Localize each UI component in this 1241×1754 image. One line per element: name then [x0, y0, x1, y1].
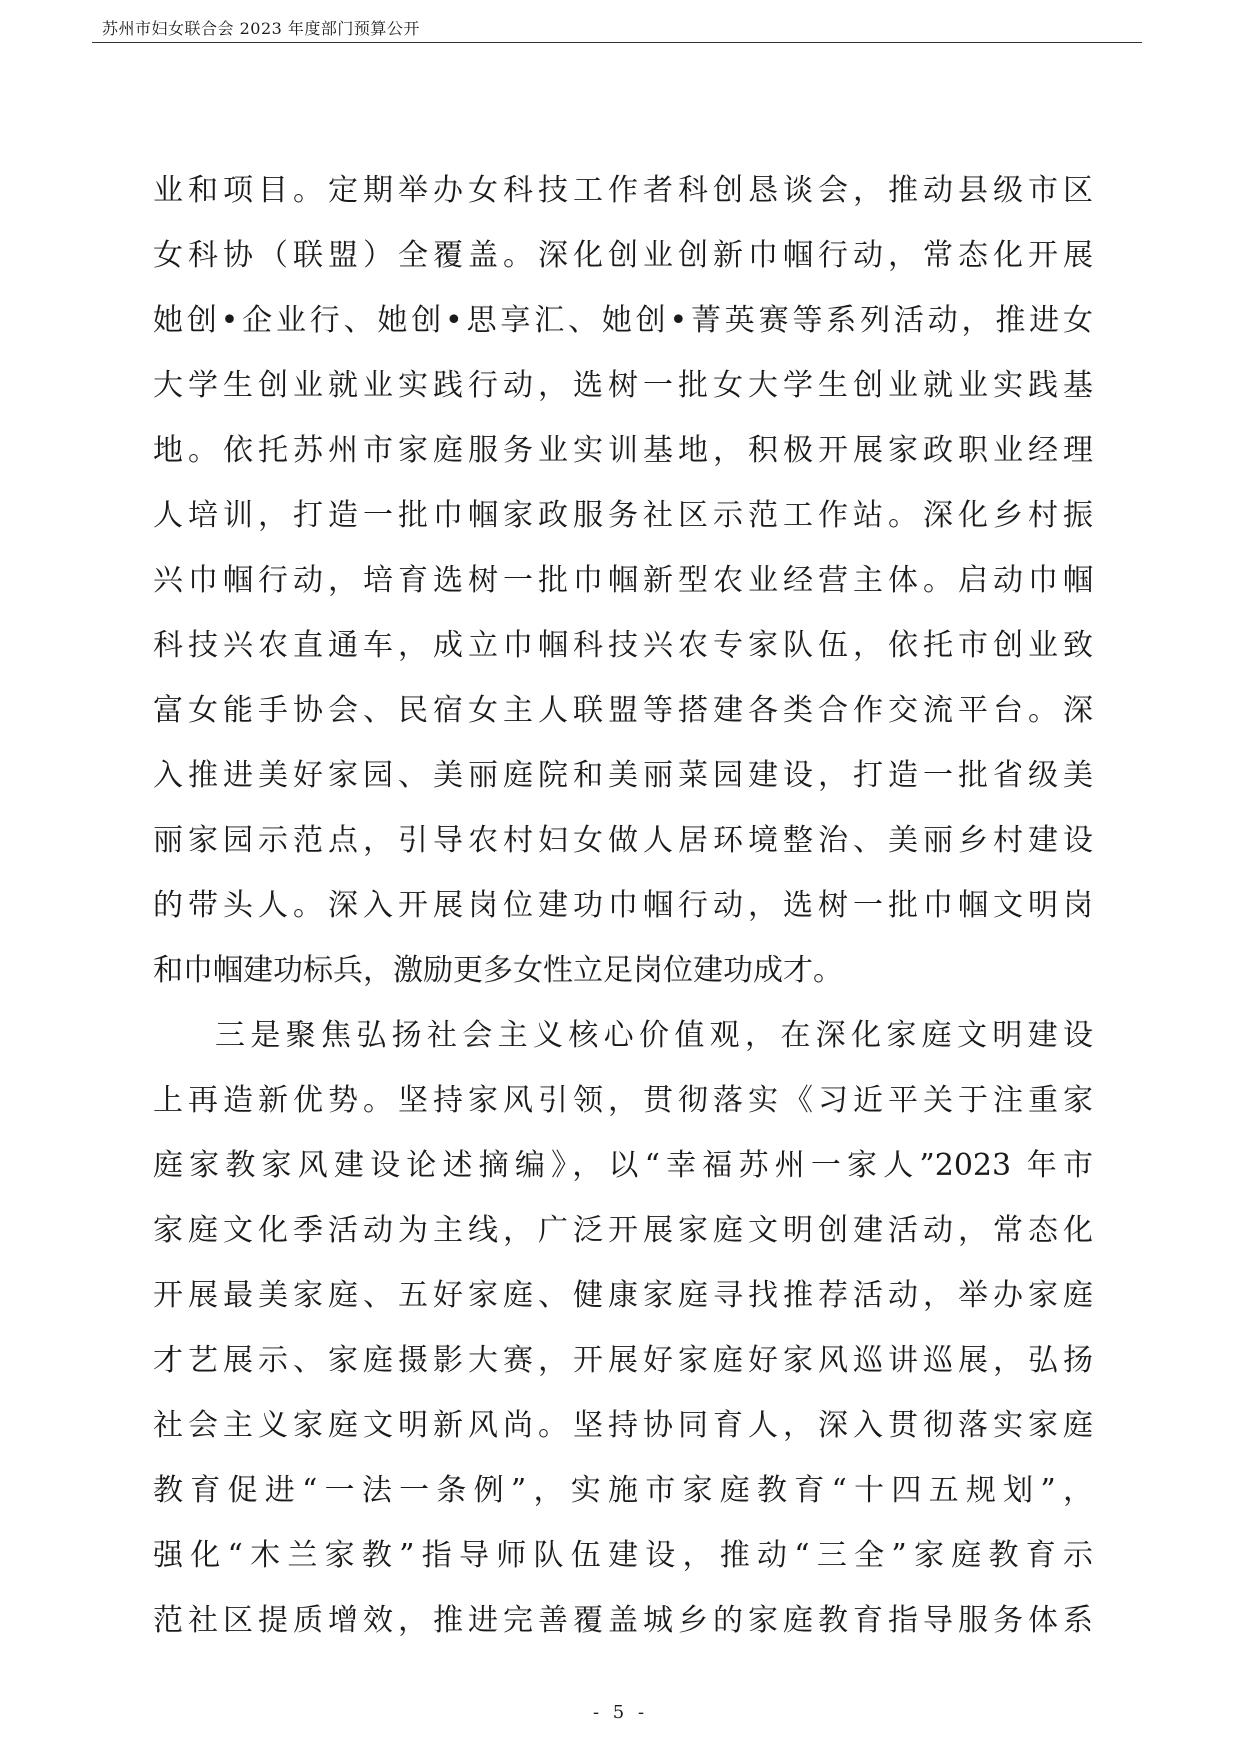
text-line: 和巾帼建功标兵，激励更多女性立足岗位建功成才。	[153, 953, 843, 988]
header-title: 苏州市妇女联合会 2023 年度部门预算公开	[102, 19, 420, 38]
text-line: 人培训，打造一批巾帼家政服务社区示范工作站。深化乡村振	[153, 498, 1093, 533]
text-line: 强化“木兰家教”指导师队伍建设，推动“三全”家庭教育示	[153, 1538, 1093, 1573]
document-body	[153, 158, 1093, 1653]
text-line: 三是聚焦弘扬社会主义核心价值观，在深化家庭文明建设	[215, 1018, 1093, 1053]
text-line: 才艺展示、家庭摄影大赛，开展好家庭好家风巡讲巡展，弘扬	[153, 1343, 1093, 1378]
page-number: - 5 -	[592, 1702, 649, 1723]
text-line: 富女能手协会、民宿女主人联盟等搭建各类合作交流平台。深	[153, 693, 1093, 728]
text-line: 她创•企业行、她创•思享汇、她创•菁英赛等系列活动，推进女	[153, 303, 1093, 338]
text-line: 教育促进“一法一条例”，实施市家庭教育“十四五规划”，	[153, 1473, 1093, 1508]
text-line: 入推进美好家园、美丽庭院和美丽菜园建设，打造一批省级美	[153, 758, 1093, 793]
paragraph	[153, 1003, 1093, 1653]
text-line: 科技兴农直通车，成立巾帼科技兴农专家队伍，依托市创业致	[153, 628, 1093, 663]
text-line: 庭家教家风建设论述摘编》，以“幸福苏州一家人”2023 年市	[153, 1148, 1093, 1183]
text-line: 开展最美家庭、五好家庭、健康家庭寻找推荐活动，举办家庭	[153, 1278, 1093, 1313]
text-line: 业和项目。定期举办女科技工作者科创恳谈会，推动县级市区	[153, 173, 1093, 208]
text-line: 女科协（联盟）全覆盖。深化创业创新巾帼行动，常态化开展	[153, 238, 1093, 273]
text-line: 地。依托苏州市家庭服务业实训基地，积极开展家政职业经理	[153, 433, 1093, 468]
page-header	[92, 14, 1142, 43]
text-line: 范社区提质增效，推进完善覆盖城乡的家庭教育指导服务体系	[153, 1603, 1093, 1638]
text-line: 兴巾帼行动，培育选树一批巾帼新型农业经营主体。启动巾帼	[153, 563, 1093, 598]
text-line: 丽家园示范点，引导农村妇女做人居环境整治、美丽乡村建设	[153, 823, 1093, 858]
text-line: 大学生创业就业实践行动，选树一批女大学生创业就业实践基	[153, 368, 1093, 403]
text-line: 的带头人。深入开展岗位建功巾帼行动，选树一批巾帼文明岗	[153, 888, 1093, 923]
text-line: 社会主义家庭文明新风尚。坚持协同育人，深入贯彻落实家庭	[153, 1408, 1093, 1443]
text-line: 家庭文化季活动为主线，广泛开展家庭文明创建活动，常态化	[153, 1213, 1093, 1248]
text-line: 上再造新优势。坚持家风引领，贯彻落实《习近平关于注重家	[153, 1083, 1093, 1118]
paragraph	[153, 158, 1093, 1003]
